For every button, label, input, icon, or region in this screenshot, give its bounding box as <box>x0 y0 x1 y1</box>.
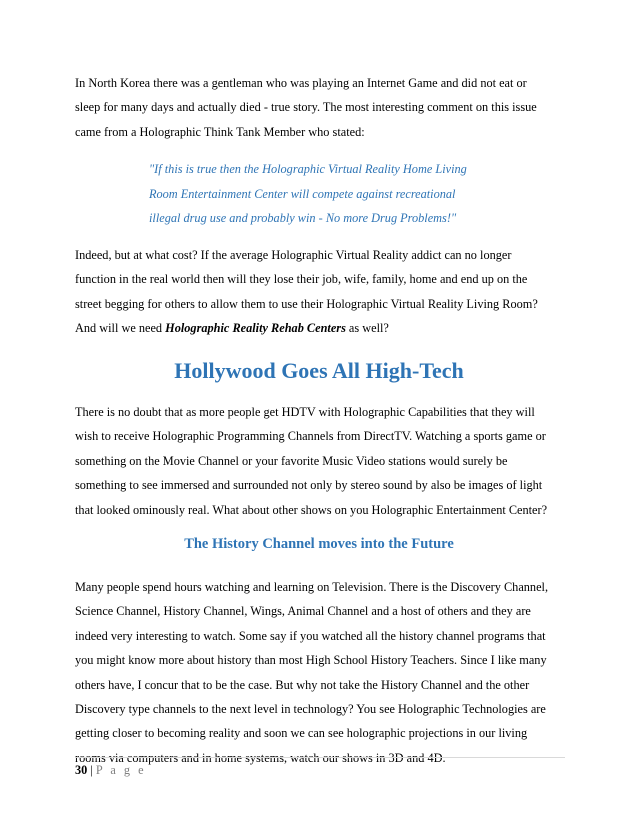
paragraph-north-korea <box>75 71 575 144</box>
text-line: Science Channel, History Channel, Wings, Animal Channel and a host of others and they are <box>75 604 531 619</box>
text-line: Discovery type channels to the next level in technology? You see Holographic Technologies are <box>75 702 546 717</box>
emphasis-rehab-centers: Holographic Reality Rehab Centers <box>165 321 346 336</box>
quote-line: Room Entertainment Center will compete against recreational <box>149 186 456 201</box>
section-heading-hollywood: Hollywood Goes All High-Tech <box>174 358 464 383</box>
page-label: P a g e <box>95 763 147 777</box>
text-line: indeed very interesting to watch. Some say if you watched all the history channel programs that <box>75 628 546 643</box>
text-line: something on the Movie Channel or your favorite Music Video stations would surely be <box>75 453 508 468</box>
text-line: sleep for many days and actually died - true story. The most interesting comment on this issue <box>75 100 537 115</box>
text-line: getting closer to becoming reality and soon we can see holographic projections in our living <box>75 726 528 741</box>
quote-line: "If this is true then the Holographic Virtual Reality Home Living <box>149 162 467 176</box>
text-line-post: as well? <box>345 321 389 336</box>
footer-divider <box>75 757 565 758</box>
text-line: Many people spend hours watching and learning on Television. There is the Discovery Channel, <box>75 580 549 594</box>
text-line: function in the real world then will they lose their job, wife, family, home and end up on the <box>75 272 528 287</box>
text-line: something to see immersed and surrounded not only by stereo sound by also be images of light <box>75 478 543 493</box>
page-number: 30 <box>75 763 88 777</box>
subsection-heading-history-channel: The History Channel moves into the Future <box>184 536 454 552</box>
text-line: Indeed, but at what cost? If the average Holographic Virtual Reality addict can no longer <box>75 248 512 262</box>
page-footer <box>75 761 146 779</box>
paragraph-addiction-cost <box>75 243 575 341</box>
block-quote <box>149 157 549 231</box>
text-line: others have, I concur that to be the case. But why not take the History Channel and the other <box>75 677 530 692</box>
text-line: you might know more about history than most High School History Teachers. Since I like many <box>75 653 547 668</box>
text-line-pre: And will we need <box>75 321 166 336</box>
text-line: There is no doubt that as more people get HDTV with Holographic Capabilities that they will <box>75 405 535 419</box>
text-line: In North Korea there was a gentleman who was playing an Internet Game and did not eat or <box>75 76 527 90</box>
text-line: came from a Holographic Think Tank Member who stated: <box>75 124 365 139</box>
paragraph-hdtv <box>75 400 575 522</box>
quote-line: illegal drug use and probably win - No more Drug Problems!" <box>149 211 457 226</box>
text-line: street begging for others to allow them to use their Holographic Virtual Reality Living Room? <box>75 296 538 311</box>
text-line: wish to receive Holographic Programming Channels from DirectTV. Watching a sports game or <box>75 429 546 444</box>
paragraph-television <box>75 575 575 770</box>
footer-separator: | <box>87 763 96 777</box>
text-line: that looked ominously real. What about other shows on you Holographic Entertainment Center? <box>75 502 548 517</box>
